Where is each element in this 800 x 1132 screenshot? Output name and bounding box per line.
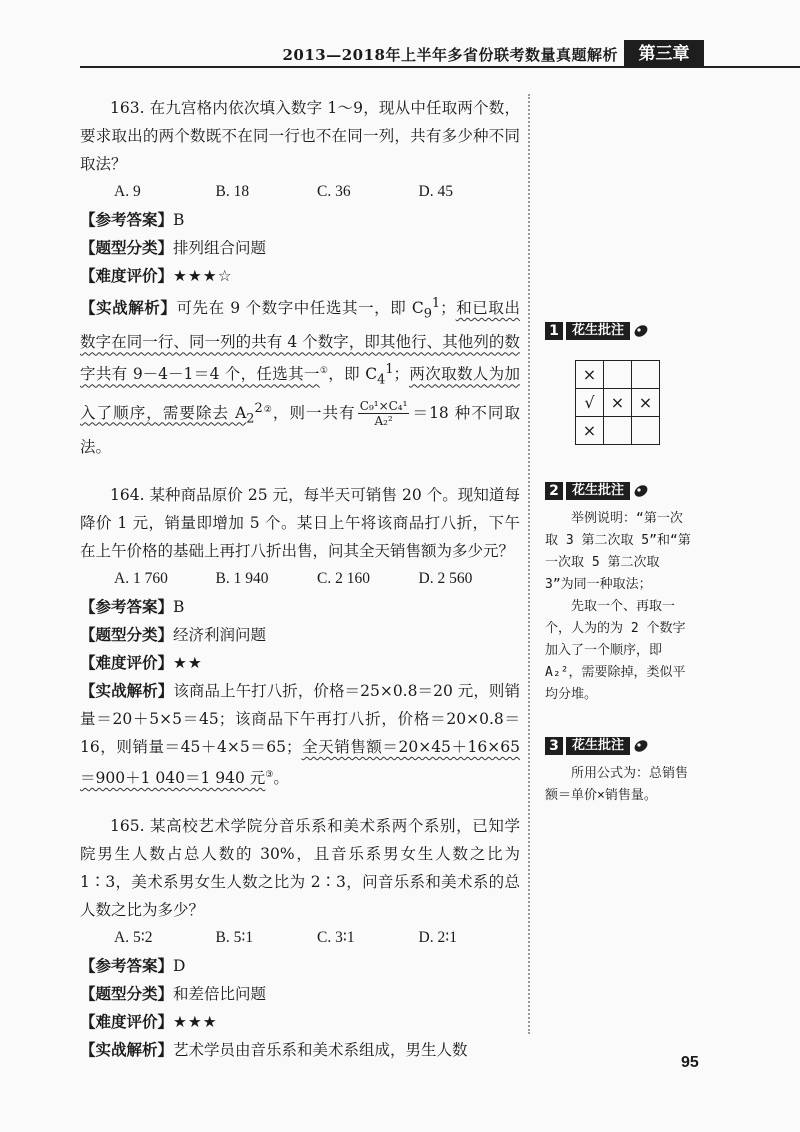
note-header bbox=[545, 320, 695, 342]
peanut-icon bbox=[632, 322, 650, 340]
difficulty-label: 【难度评价】 bbox=[80, 652, 174, 672]
option-a: A. 9 bbox=[114, 183, 141, 200]
option-b: B. 18 bbox=[215, 183, 250, 200]
note-ref-2: ② bbox=[262, 404, 273, 415]
analysis-text: 该商品上午打八折，价格＝25×0.8＝20 元，则销量＝20＋5×5＝45；该商品下午再打八折，价格＝20×0.8＝16，则销量＝45＋4×5＝65； bbox=[80, 681, 520, 756]
header-title: 2013—2018年上半年多省份联考数量真题解析 bbox=[282, 46, 618, 64]
analysis-label: 【实战解析】 bbox=[80, 1039, 174, 1059]
analysis-text: 艺术学员由音乐系和美术系组成，男生人数 bbox=[173, 1040, 468, 1059]
option-b: B. 5∶1 bbox=[215, 928, 254, 946]
option-a: A. 1 760 bbox=[114, 569, 168, 587]
answer-label: 【参考答案】 bbox=[80, 210, 174, 229]
analysis-text: 可先在 9 个数字中任选其一，即 C bbox=[176, 299, 424, 318]
answer-value: B bbox=[173, 597, 185, 616]
category-label: 【题型分类】 bbox=[80, 983, 174, 1003]
note-text: 举例说明：“第一次取 3 第二次取 5”和“第一次取 5 第二次取 3”为同一种取法； bbox=[545, 511, 691, 592]
grid-cell: × bbox=[632, 389, 660, 417]
analysis-text: ，则一共有 bbox=[272, 403, 356, 422]
peanut-icon bbox=[632, 737, 650, 755]
peanut-icon bbox=[632, 482, 650, 500]
option-c: C. 3∶1 bbox=[317, 928, 355, 946]
nine-grid bbox=[575, 360, 660, 445]
option-d: D. 2∶1 bbox=[418, 928, 457, 946]
question-stem: 165. 某高校艺术学院分音乐系和美术系两个系别，已知学院男生人数占总人数的 30%，且音乐系男女生人数之比为 1∶3，美术系男女生人数之比为 2∶3，问音乐系和美术系的总人数之比为多少？ bbox=[80, 816, 520, 919]
column-divider bbox=[528, 94, 530, 1034]
question-stem: 163. 在九宫格内依次填入数字 1～9，现从中任取两个数，要求取出的两个数既不在同一行也不在同一列，共有多少种不同取法？ bbox=[80, 99, 520, 173]
answer-row bbox=[80, 952, 520, 980]
difficulty-row bbox=[80, 1008, 520, 1036]
difficulty-row bbox=[80, 262, 520, 290]
chapter-badge: 第三章 bbox=[624, 40, 704, 68]
analysis-superscript: 1 bbox=[385, 362, 394, 378]
note-ref-1: ① bbox=[319, 366, 329, 377]
grid-cell bbox=[604, 417, 632, 445]
analysis-superscript: 1 bbox=[431, 296, 441, 311]
note-title: 花生批注 bbox=[566, 482, 630, 500]
question-stem: 164. 某种商品原价 25 元，每半天可销售 20 个。现知道每降价 1 元，销量即增加 5 个。某日上午将该商品打八折，下午在上午价格的基础上再打八折出售，问其全天销售额为多少元？ bbox=[80, 485, 520, 560]
category-value: 经济利润问题 bbox=[173, 625, 267, 644]
question-164 bbox=[80, 481, 520, 792]
answer-row bbox=[80, 593, 520, 621]
grid-cell: √ bbox=[576, 389, 604, 417]
analysis-label: 【实战解析】 bbox=[80, 298, 177, 318]
grid-cell bbox=[632, 361, 660, 389]
note-number: 3 bbox=[545, 737, 563, 755]
main-column bbox=[80, 94, 520, 1084]
answer-label: 【参考答案】 bbox=[80, 955, 174, 975]
difficulty-label: 【难度评价】 bbox=[80, 266, 174, 285]
analysis-text: 。 bbox=[273, 768, 289, 787]
category-value: 和差倍比问题 bbox=[173, 984, 267, 1003]
category-row bbox=[80, 234, 520, 262]
note-header bbox=[545, 480, 695, 502]
note-title: 花生批注 bbox=[566, 322, 630, 340]
note-text: 所用公式为：总销售额＝单价×销售量。 bbox=[545, 766, 689, 803]
note-1 bbox=[545, 320, 695, 445]
grid-row bbox=[576, 361, 660, 389]
options bbox=[80, 565, 520, 593]
answer-row bbox=[80, 206, 520, 234]
note-text: 先取一个、再取一个，人为的为 2 个数字加入了一个顺序，即 A₂²，需要除掉，类似平均分堆。 bbox=[545, 599, 686, 702]
analysis-row bbox=[80, 290, 520, 461]
question-165 bbox=[80, 812, 520, 1064]
analysis-row bbox=[80, 1036, 520, 1064]
option-c: C. 2 160 bbox=[317, 569, 370, 587]
difficulty-stars: ★★★☆ bbox=[173, 267, 233, 285]
option-c: C. 36 bbox=[317, 183, 351, 200]
analysis-highlight: 和已取出数字在同一行、同一列的共有 4 个数字，即其他行、其他列的数字共有 9－4－1＝4 个，任选其一 bbox=[80, 299, 520, 384]
option-b: B. 1 940 bbox=[215, 569, 269, 587]
analysis-label: 【实战解析】 bbox=[80, 680, 174, 700]
category-row bbox=[80, 621, 520, 649]
category-row bbox=[80, 980, 520, 1008]
analysis-text: ； bbox=[393, 365, 410, 384]
options bbox=[80, 178, 520, 206]
option-d: D. 45 bbox=[418, 183, 453, 200]
grid-cell: × bbox=[576, 361, 604, 389]
page-header bbox=[0, 40, 800, 70]
note-ref-3: ③ bbox=[265, 769, 274, 780]
analysis-highlight: 两次取数人为加入了顺序，需要除去 A bbox=[80, 365, 520, 422]
grid-cell bbox=[604, 361, 632, 389]
options bbox=[80, 924, 520, 952]
category-label: 【题型分类】 bbox=[80, 624, 174, 644]
note-number: 2 bbox=[545, 482, 563, 500]
analysis-subscript: 2 bbox=[246, 410, 255, 426]
grid-row bbox=[576, 389, 660, 417]
grid-cell: × bbox=[604, 389, 632, 417]
question-163 bbox=[80, 94, 520, 461]
option-d: D. 2 560 bbox=[418, 569, 473, 587]
analysis-subscript: 4 bbox=[377, 372, 386, 388]
answer-value: B bbox=[173, 211, 185, 229]
analysis-subscript: 9 bbox=[423, 306, 432, 322]
analysis-superscript: 2 bbox=[254, 400, 263, 416]
answer-value: D bbox=[173, 956, 186, 975]
page-number: 95 bbox=[681, 1054, 699, 1071]
difficulty-label: 【难度评价】 bbox=[80, 1011, 174, 1031]
note-3 bbox=[545, 735, 695, 807]
grid-cell bbox=[632, 417, 660, 445]
analysis-highlight: 全天销售额＝20×45＋16×65＝900＋1 040＝1 940 元 bbox=[80, 737, 520, 787]
answer-label: 【参考答案】 bbox=[80, 596, 174, 616]
grid-cell: × bbox=[576, 417, 604, 445]
note-number: 1 bbox=[545, 322, 563, 340]
note-title: 花生批注 bbox=[566, 737, 630, 755]
grid-row bbox=[576, 417, 660, 445]
category-value: 排列组合问题 bbox=[173, 239, 267, 257]
analysis-text: ＝18 种不同取法。 bbox=[80, 403, 520, 456]
difficulty-stars: ★★★ bbox=[173, 1012, 218, 1031]
difficulty-row bbox=[80, 649, 520, 677]
fraction bbox=[358, 399, 410, 428]
note-2 bbox=[545, 480, 695, 706]
category-label: 【题型分类】 bbox=[80, 238, 174, 257]
difficulty-stars: ★★ bbox=[173, 653, 203, 672]
analysis-row bbox=[80, 677, 520, 792]
analysis-text: ； bbox=[440, 299, 456, 318]
fraction-denominator: A₂² bbox=[374, 414, 393, 429]
analysis-text: ，即 C bbox=[328, 365, 378, 384]
fraction-numerator: C₉¹×C₄¹ bbox=[359, 399, 408, 414]
note-header bbox=[545, 735, 695, 757]
option-a: A. 5∶2 bbox=[114, 928, 153, 946]
